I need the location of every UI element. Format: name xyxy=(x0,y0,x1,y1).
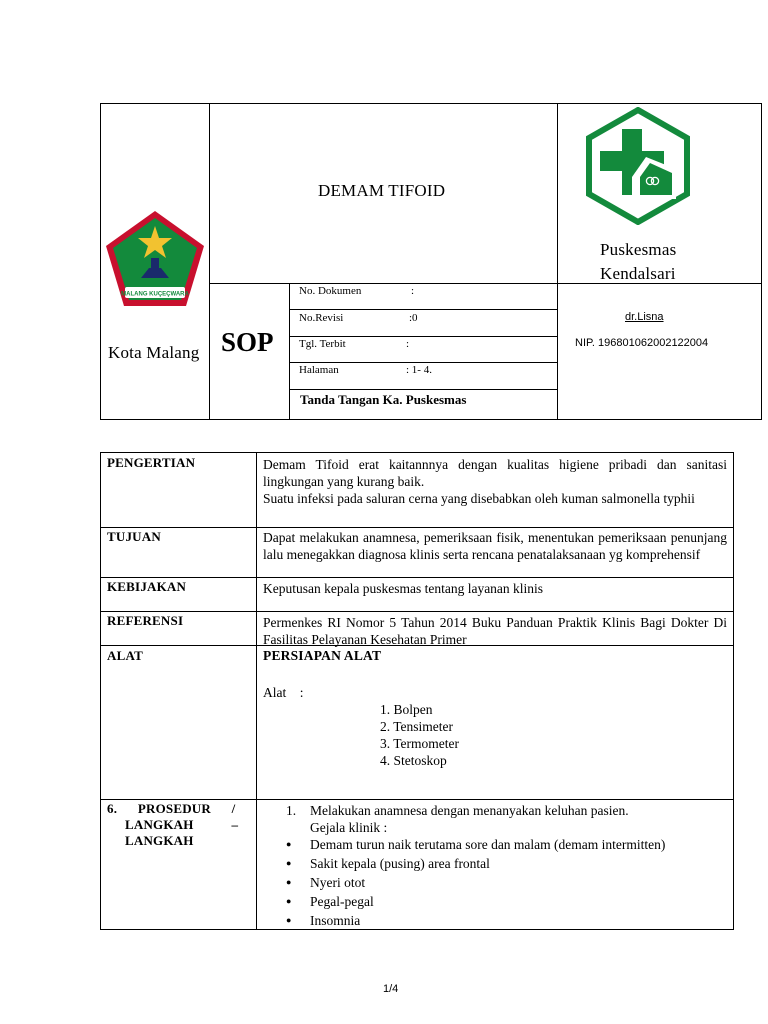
alat-list xyxy=(380,701,459,769)
label-pengertian: PENGERTIAN xyxy=(107,455,196,470)
gejala-item: ● Demam turun naik terutama sore dan malam (demam intermitten) xyxy=(283,835,728,854)
meta-label-halaman: Halaman xyxy=(299,364,339,376)
alat-heading: PERSIAPAN ALAT xyxy=(263,648,382,663)
gejala-label: Gejala klinik : xyxy=(310,820,388,835)
signature-label: Tanda Tangan Ka. Puskesmas xyxy=(300,392,467,407)
gejala-item: ● Sakit kepala (pusing) area frontal xyxy=(283,854,728,873)
label-prosedur-3: LANGKAH xyxy=(125,833,194,848)
step-number: 1. xyxy=(286,803,297,818)
document-title: DEMAM TIFOID xyxy=(318,181,446,200)
meta-label-terbit: Tgl. Terbit xyxy=(299,338,346,350)
nip: NIP. 196801062002122004 xyxy=(575,337,709,349)
kebijakan-text: Keputusan kepala puskesmas tentang layanan klinis xyxy=(263,581,544,596)
meta-value-dokumen: : xyxy=(411,285,415,297)
meta-value-terbit: : xyxy=(406,338,410,350)
page-number: 1/4 xyxy=(383,983,399,995)
doctor-name: dr.Lisna xyxy=(625,311,664,323)
pengertian-text-1: Demam Tifoid erat kaitannnya dengan kualitas higiene pribadi dan sanitasi lingkungan yang kurang baik. xyxy=(263,457,727,489)
gejala-item: ● Nyeri otot xyxy=(283,873,728,892)
label-prosedur-1: 6. PROSEDUR / xyxy=(107,801,236,816)
referensi-text: Permenkes RI Nomor 5 Tahun 2014 Buku Panduan Praktik Klinis Bagi Dokter Di Fasilitas Pelayanan Kesehatan Primer xyxy=(263,615,727,647)
kota-malang-emblem xyxy=(103,208,207,312)
alat-intro: Alat : xyxy=(263,685,304,700)
label-prosedur-2: LANGKAH – xyxy=(125,817,239,832)
pengertian-text-2: Suatu infeksi pada saluran cerna yang disebabkan oleh kuman salmonella typhii xyxy=(263,491,695,506)
tujuan-text: Dapat melakukan anamnesa, pemeriksaan fisik, menentukan pemeriksaan penunjang lalu menegakkan diagnosa klinis serta rencana penatalaksanaan yg komprehensif xyxy=(263,530,727,562)
gejala-item: ● Pegal-pegal xyxy=(283,892,728,911)
step-1-text: Melakukan anamnesa dengan menanyakan keluhan pasien. xyxy=(310,803,629,818)
label-kebijakan: KEBIJAKAN xyxy=(107,579,187,594)
alat-item: 3. Termometer xyxy=(380,736,460,751)
label-alat: ALAT xyxy=(107,648,143,663)
meta-value-revisi: :0 xyxy=(409,312,418,324)
label-tujuan: TUJUAN xyxy=(107,529,161,544)
gejala-list xyxy=(283,835,728,930)
label-referensi: REFERENSI xyxy=(107,613,184,628)
meta-value-halaman: : 1- 4. xyxy=(406,364,432,376)
meta-label-revisi: No.Revisi xyxy=(299,312,344,324)
emblem-text: MALANG KUÇEÇWARA xyxy=(121,291,189,298)
region-name: Kota Malang xyxy=(108,343,200,362)
puskesmas-logo xyxy=(584,107,692,225)
meta-label-dokumen: No. Dokumen xyxy=(299,285,362,297)
alat-item: 1. Bolpen xyxy=(380,702,433,717)
puskesmas-line1: Puskesmas xyxy=(600,240,677,259)
sop-label: SOP xyxy=(221,327,274,357)
alat-item: 4. Stetoskop xyxy=(380,753,447,768)
gejala-item: ● Insomnia xyxy=(283,911,728,930)
puskesmas-line2: Kendalsari xyxy=(600,264,676,283)
alat-item: 2. Tensimeter xyxy=(380,719,454,734)
